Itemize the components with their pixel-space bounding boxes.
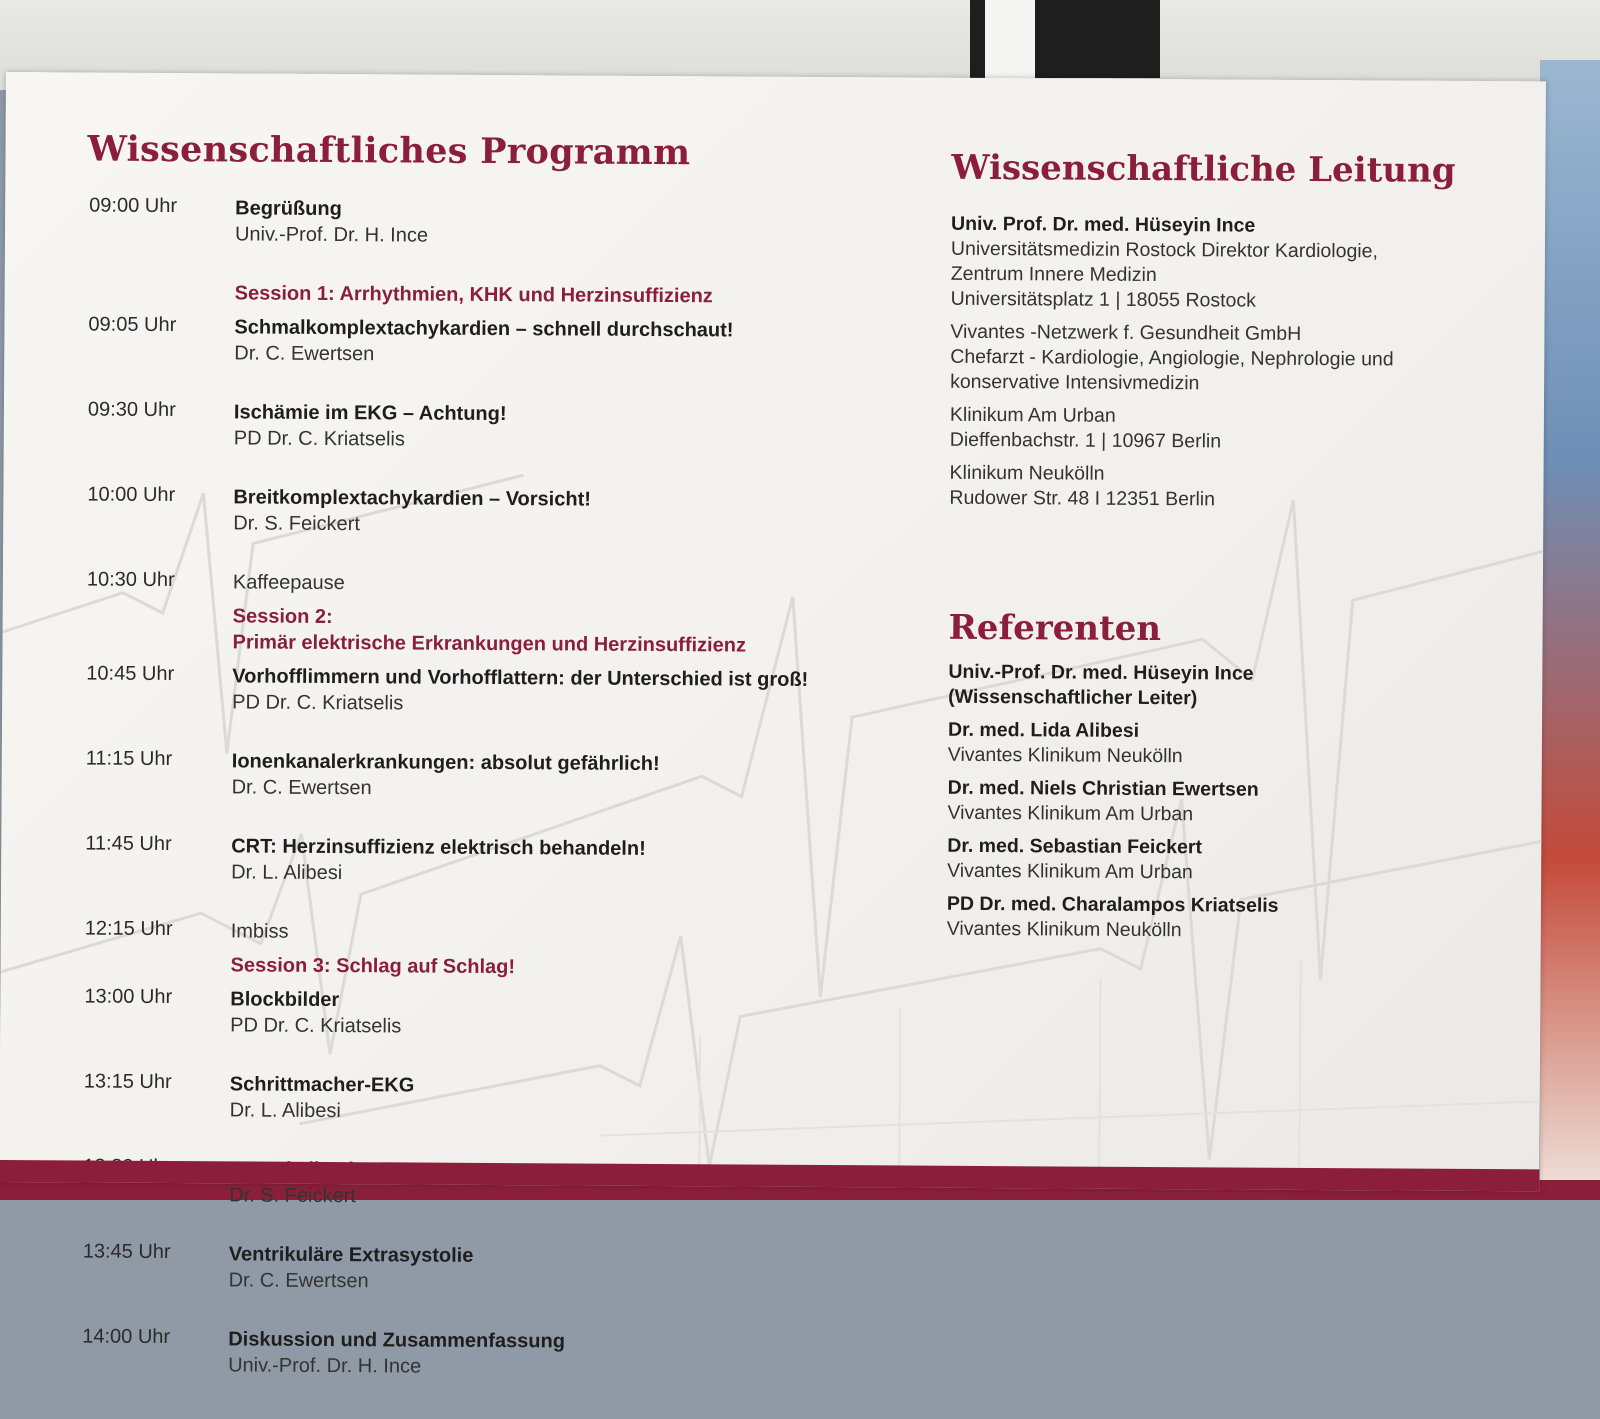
background-object xyxy=(1540,60,1600,1200)
talk-title: Schmalkomplextachykardien – schnell durchschaut! xyxy=(234,316,734,342)
leitung-address-line: Zentrum Innere Medizin xyxy=(950,262,1157,287)
session-title: Session 2: xyxy=(232,605,333,629)
referenten-heading: Referenten xyxy=(948,607,1162,650)
row-content xyxy=(235,280,909,310)
break-label: Imbiss xyxy=(230,920,289,943)
talk-speaker: Dr. C. Ewertsen xyxy=(231,776,372,800)
talk-title: Ischämie im EKG – Achtung! xyxy=(233,401,507,426)
leitung-details xyxy=(949,212,1511,514)
brochure-page xyxy=(0,72,1546,1378)
time-label: 11:45 Uhr xyxy=(85,832,172,856)
schedule-row xyxy=(88,314,908,371)
time-label: 11:15 Uhr xyxy=(85,747,173,771)
row-content xyxy=(230,952,904,982)
referent-affiliation: Vivantes Klinikum Am Urban xyxy=(947,801,1194,826)
leitung-address-line: Klinikum Am Urban xyxy=(949,403,1116,427)
session-title: Session 3: Schlag auf Schlag! xyxy=(230,954,516,979)
row-content xyxy=(230,1071,904,1127)
referent-name: Univ.-Prof. Dr. med. Hüseyin Ince xyxy=(948,660,1254,685)
referent-name: Dr. med. Sebastian Feickert xyxy=(947,834,1203,859)
talk-speaker: Univ.-Prof. Dr. H. Ince xyxy=(228,1354,422,1378)
talk-speaker: Dr. S. Feickert xyxy=(229,1184,356,1208)
talk-title: Breitkomplextachykardien – Vorsicht! xyxy=(233,486,591,511)
talk-title: Ionenkanalerkrankungen: absolut gefährlich! xyxy=(231,750,660,776)
referent-name: PD Dr. med. Charalampos Kriatselis xyxy=(946,892,1279,917)
leitung-address-line: Chefarzt - Kardiologie, Angiologie, Nephrologie und xyxy=(950,345,1394,371)
schedule-row xyxy=(84,985,904,1042)
talk-speaker: Dr. S. Feickert xyxy=(233,512,361,536)
row-content xyxy=(232,748,906,804)
schedule-row xyxy=(86,663,906,720)
talk-speaker: PD Dr. C. Kriatselis xyxy=(233,427,405,451)
row-content xyxy=(234,399,908,455)
referenten-list xyxy=(947,660,1509,945)
schedule-row xyxy=(84,1070,904,1127)
talk-title: Vorhofflimmern und Vorhofflattern: der Unterschied ist groß! xyxy=(232,665,809,691)
talk-speaker: Dr. C. Ewertsen xyxy=(228,1269,369,1293)
row-content xyxy=(234,314,908,370)
talk-title: Blockbilder xyxy=(230,988,340,1012)
row-content xyxy=(233,484,907,540)
leitung-name: Univ. Prof. Dr. med. Hüseyin Ince xyxy=(951,212,1256,237)
referent-affiliation: (Wissenschaftlicher Leiter) xyxy=(948,685,1198,710)
leitung-address-line: Klinikum Neukölln xyxy=(949,461,1105,485)
row-content xyxy=(235,195,909,251)
time-label: 13:45 Uhr xyxy=(82,1240,171,1264)
time-label: 09:30 Uhr xyxy=(87,398,176,422)
talk-speaker: PD Dr. C. Kriatselis xyxy=(230,1014,402,1038)
talk-title: CRT: Herzinsuffizienz elektrisch behandeln! xyxy=(231,835,646,860)
break-row xyxy=(87,569,907,600)
talk-speaker: Dr. C. Ewertsen xyxy=(234,342,375,366)
program-schedule xyxy=(82,195,909,1416)
leitung-address-line: Universitätsmedizin Rostock Direktor Kardiologie, xyxy=(950,237,1378,263)
time-label: 12:15 Uhr xyxy=(84,917,173,941)
schedule-row xyxy=(88,399,908,456)
row-content xyxy=(229,1241,903,1297)
schedule-row xyxy=(83,1240,903,1297)
talk-speaker: Dr. L. Alibesi xyxy=(229,1099,341,1123)
time-label: 10:45 Uhr xyxy=(86,662,175,686)
session-row xyxy=(84,951,904,982)
leitung-address-line: konservative Intensivmedizin xyxy=(950,370,1200,395)
program-heading: Wissenschaftliches Programm xyxy=(87,128,691,174)
session-row xyxy=(89,280,909,311)
time-label: 09:00 Uhr xyxy=(89,194,178,218)
schedule-row xyxy=(86,748,906,805)
talk-title: Schrittmacher-EKG xyxy=(229,1073,415,1097)
referent-affiliation: Vivantes Klinikum Am Urban xyxy=(947,859,1193,884)
row-content xyxy=(232,663,906,719)
referent-name: Dr. med. Lida Alibesi xyxy=(947,718,1140,742)
break-label: Kaffeepause xyxy=(232,571,345,595)
leitung-address-line: Dieffenbachstr. 1 | 10967 Berlin xyxy=(949,428,1222,453)
time-label: 14:00 Uhr xyxy=(82,1325,171,1349)
background-object xyxy=(985,0,1035,78)
referent-name: Dr. med. Niels Christian Ewertsen xyxy=(947,776,1259,801)
row-content xyxy=(228,1326,902,1382)
row-content xyxy=(232,603,906,659)
talk-title: Begrüßung xyxy=(235,197,342,221)
time-label: 10:00 Uhr xyxy=(87,483,176,507)
time-label: 10:30 Uhr xyxy=(86,568,175,592)
leitung-address-line: Universitätsplatz 1 | 18055 Rostock xyxy=(950,287,1256,312)
time-label: 13:15 Uhr xyxy=(83,1070,172,1094)
talk-speaker: Univ.-Prof. Dr. H. Ince xyxy=(234,223,429,247)
row-content xyxy=(230,986,904,1042)
schedule-row xyxy=(87,484,907,541)
row-content xyxy=(233,569,907,599)
schedule-row xyxy=(85,832,905,889)
break-row xyxy=(85,917,905,948)
schedule-row xyxy=(82,1325,902,1382)
row-content xyxy=(231,918,905,948)
time-label: 13:00 Uhr xyxy=(84,985,173,1009)
talk-speaker: Dr. L. Alibesi xyxy=(231,861,343,885)
schedule-row xyxy=(89,195,909,252)
referent-affiliation: Vivantes Klinikum Neukölln xyxy=(947,743,1183,768)
leitung-address-line: Rudower Str. 48 I 12351 Berlin xyxy=(949,486,1216,511)
referent-affiliation: Vivantes Klinikum Neukölln xyxy=(946,917,1182,942)
talk-title: Diskussion und Zusammenfassung xyxy=(228,1328,566,1353)
session-title: Session 1: Arrhythmien, KHK und Herzinsuffizienz xyxy=(234,282,713,308)
leitung-address-line: Vivantes -Netzwerk f. Gesundheit GmbH xyxy=(950,320,1302,345)
talk-title: Ventrikuläre Extrasystolie xyxy=(228,1243,474,1267)
session-row xyxy=(86,603,906,660)
leitung-heading: Wissenschaftliche Leitung xyxy=(951,147,1456,191)
talk-speaker: PD Dr. C. Kriatselis xyxy=(232,691,404,715)
row-content xyxy=(231,833,905,889)
session-subtitle: Primär elektrische Erkrankungen und Herzinsuffizienz xyxy=(232,631,747,657)
time-label: 09:05 Uhr xyxy=(88,313,177,337)
